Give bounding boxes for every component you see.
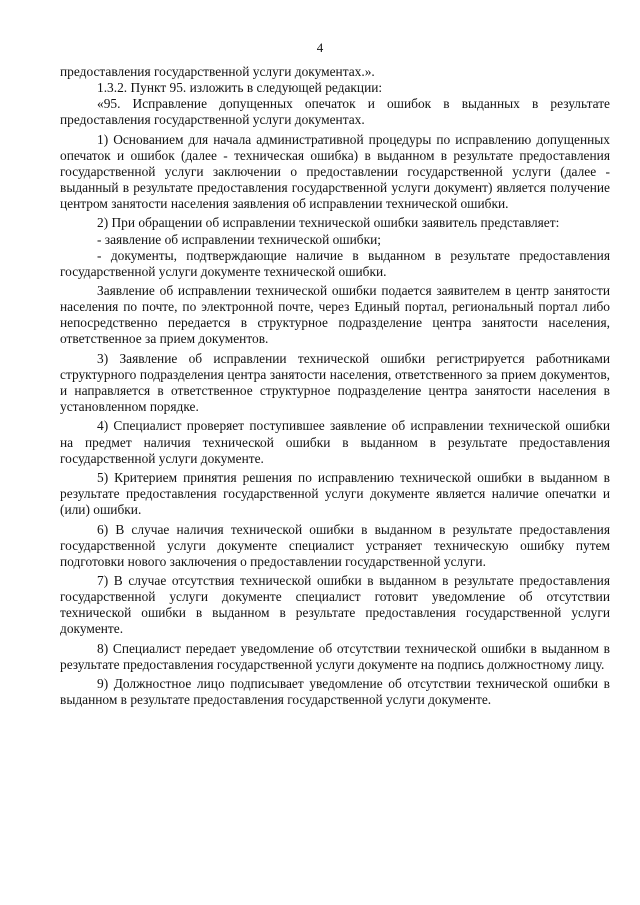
paragraph-item-6: 6) В случае наличия технической ошибки в выданном в результате предоставления государственной услуги документе специалист устраняет техническую ошибку путем подготовки нового заключения о предоставлении государственной услуги. (60, 521, 610, 569)
paragraph-list-application: - заявление об исправлении технической ошибки; (97, 231, 381, 247)
paragraph-item-3: 3) Заявление об исправлении технической ошибки регистрируется работниками структурного подразделения центра занятости населения, ответственного за прием документов, и направляется в ответственное структурное подразделение центра занятости населения в установленном порядке. (60, 350, 610, 415)
paragraph-item-4: 4) Специалист проверяет поступившее заявление об исправлении технической ошибки на предмет наличия технической ошибки в выданном в результате предоставления государственной услуги документе. (60, 418, 610, 466)
document-body (60, 64, 610, 709)
paragraph-1-3-2: 1.3.2. Пункт 95. изложить в следующей редакции: (97, 80, 383, 96)
paragraph-item-5: 5) Критерием принятия решения по исправлению технической ошибки в выданном в результате предоставления государственной услуги документе является наличие опечатки и (или) ошибки. (60, 470, 610, 518)
paragraph-95-heading: «95. Исправление допущенных опечаток и ошибок в выданных в результате предоставления государственной услуги документах. (60, 96, 610, 128)
page-number: 4 (316, 40, 324, 55)
paragraph-list-documents: - документы, подтверждающие наличие в выданном в результате предоставления государственной услуги документе технической ошибки. (60, 247, 610, 279)
paragraph-item-9: 9) Должностное лицо подписывает уведомление об отсутствии технической ошибки в выданном в результате предоставления государственной услуги документе. (60, 676, 610, 708)
paragraph-continuation: предоставления государственной услуги документах.». (60, 64, 375, 79)
paragraph-item-1: 1) Основанием для начала административной процедуры по исправлению допущенных опечаток и ошибок (далее - техническая ошибка) в выданном в результате предоставления государственной услуги заключении о предоставлении государственной услуги (далее - выданный в результате предоставления государственной услуги документ) является получение центром занятости населения заявления об исправлении технической ошибки. (60, 131, 610, 212)
paragraph-submission: Заявление об исправлении технической ошибки подается заявителем в центр занятости населения по почте, по электронной почте, через Единый портал, региональный портал либо непосредственно передается в структурное подразделение центра занятости населения, ответственное за прием документов. (60, 283, 610, 347)
paragraph-item-7: 7) В случае отсутствия технической ошибки в выданном в результате предоставления государственной услуги документе специалист готовит уведомление об отсутствии технической ошибки в выданном в результате предоставления государственной услуги документе. (60, 573, 610, 637)
paragraph-item-8: 8) Специалист передает уведомление об отсутствии технической ошибки в выданном в результате предоставления государственной услуги документе на подпись должностному лицу. (60, 640, 610, 672)
paragraph-item-2: 2) При обращении об исправлении технической ошибки заявитель представляет: (97, 215, 560, 231)
